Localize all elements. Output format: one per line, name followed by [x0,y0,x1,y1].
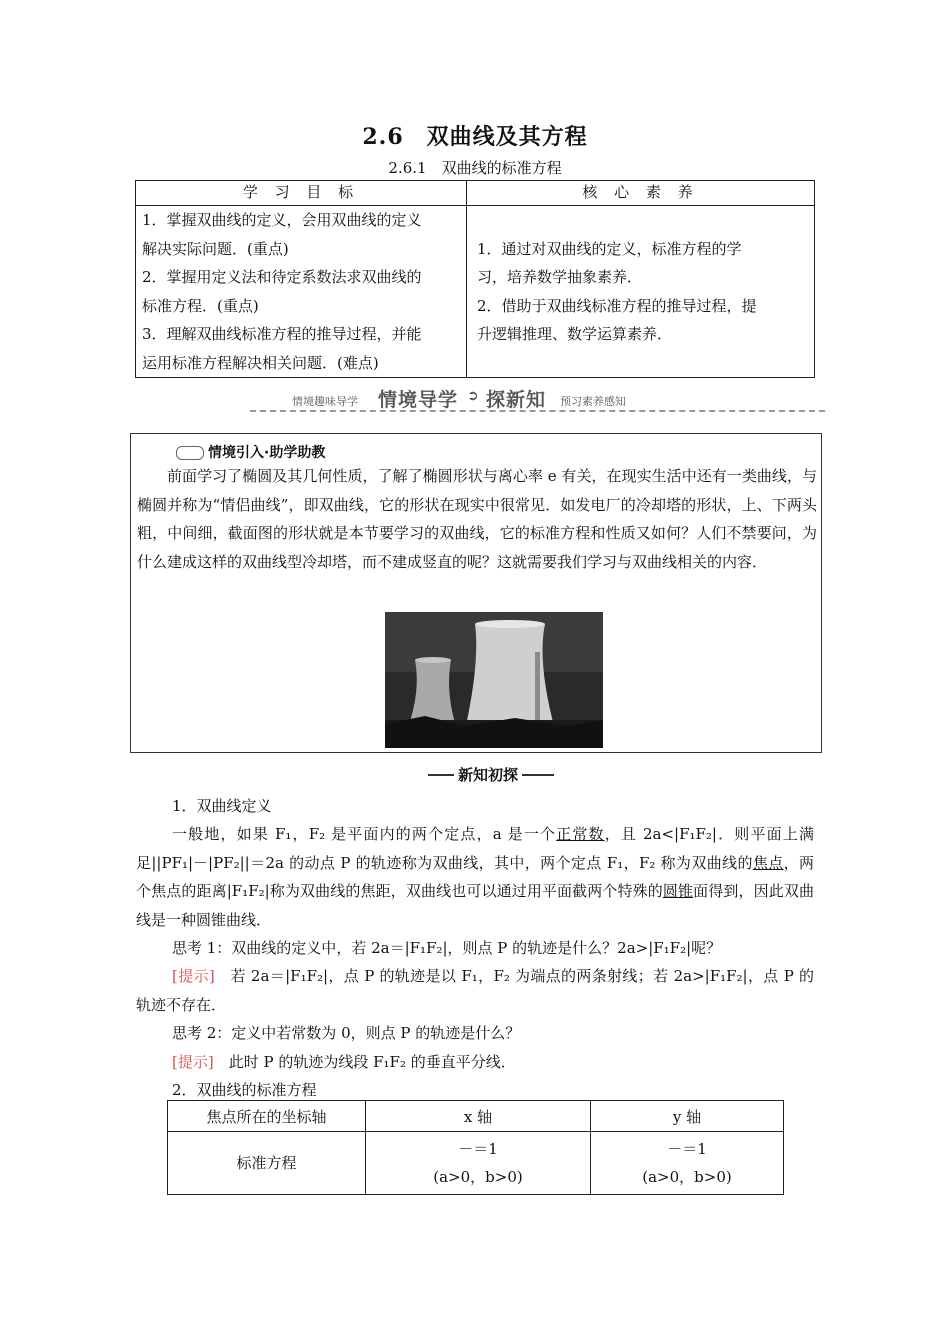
intro-paragraph: 前面学习了椭圆及其几何性质，了解了椭圆形状与离心率 e 有关，在现实生活中还有一类曲线，与椭圆并称为“情侣曲线”，即双曲线，它的形状在现实中很常见．如发电厂的冷却塔的形状，上、下两头粗，中间细，截面图的形状就是本节要学习的双曲线，它的标准方程和性质又如何？人们不禁要问，为什么建成这样的双曲线型冷却塔，而不建成竖直的呢？这就需要我们学习与双曲线相关的内容． [137,467,817,571]
cooling-tower-photo [385,612,603,748]
answer-1-text: 若 2a＝|F₁F₂|，点 P 的轨迹是以 F₁，F₂ 为端点的两条射线；若 2a>|F₁F₂|，点 P 的轨迹不存在． [136,967,814,1014]
goals-right-line: 升逻辑推理、数学运算素养． [477,325,673,343]
page-title: 2.6 双曲线及其方程 [362,124,588,150]
hint-label: [提示] [172,1052,214,1071]
section2-heading: 2．双曲线的标准方程 [172,1081,317,1100]
goals-right-line: 2．借助于双曲线标准方程的推导过程，提 [477,296,757,315]
goals-left-line: 解决实际问题．(重点) [142,239,289,258]
std-eq-y-condition: (a>0，b>0) [642,1168,732,1186]
page-subtitle: 2.6.1 双曲线的标准方程 [388,159,562,177]
def-text-a: 一般地，如果 F₁，F₂ 是平面内的两个定点，a 是一个 [172,825,557,844]
banner-right-small: 预习素养感知 [560,395,626,408]
section-label-text: 新知初探 [454,764,522,785]
std-eq-x-condition: (a>0，b>0) [433,1168,523,1186]
definition-paragraph [136,820,814,934]
hint-label: [提示] [172,967,215,986]
answer-2 [136,1048,814,1076]
def-text-b: ，且 2a<|F₁F₂|．则平面上满足||PF₁|－|PF₂||＝2a 的动点 P 的轨迹称为双曲线，其中，两个定点 F₁，F₂ 称为双曲线的 [136,825,814,872]
section1-heading: 1．双曲线定义 [172,797,272,815]
standard-equation-table [167,1100,784,1195]
goals-header-left: 学 习 目 标 [136,181,467,206]
std-eq-y [591,1132,784,1195]
def-text-c: ，两个焦点的距离|F₁F₂|称为双曲线的焦距，双曲线也可以通过用平面截两个特殊的 [136,853,814,901]
def-text-d: 面得到，因此双曲线是一种圆锥曲线． [136,882,814,929]
std-header-x: x 轴 [366,1101,591,1132]
goals-left-line: 3．理解双曲线标准方程的推导过程，并能 [142,325,422,343]
goals-left-line: 2．掌握用定义法和待定系数法求双曲线的 [142,268,422,286]
goals-left-line: 运用标准方程解决相关问题．(难点) [142,353,379,372]
std-header-y: y 轴 [591,1101,784,1132]
intro-heading [176,442,325,462]
goals-left-line: 标准方程．(重点) [142,296,259,315]
answer-2-text: 此时 P 的轨迹为线段 F₁F₂ 的垂直平分线． [213,1052,516,1071]
goals-header-right: 核 心 素 养 [467,181,815,206]
std-row-label: 标准方程 [168,1132,366,1195]
section-banner [250,385,780,411]
std-eq-y-formula: －＝1 [667,1140,707,1158]
question-1: 思考 1：双曲线的定义中，若 2a＝|F₁F₂|，则点 P 的轨迹是什么？2a>|F₁F₂|呢？ [172,939,722,958]
std-eq-x-formula: －＝1 [458,1140,498,1158]
def-underline-constant: 正常数 [556,825,605,844]
section-label [428,764,554,786]
intro-heading-text: 情境引入·助学助教 [208,445,326,461]
banner-divider [250,410,825,412]
goals-left-cell [136,206,467,378]
std-eq-x [366,1132,591,1195]
goals-right-line: 1．通过对双曲线的定义，标准方程的学 [477,239,742,258]
banner-arrow-icon: ➲ [467,388,480,404]
goals-table [135,180,815,378]
goals-right-line: 习，培养数学抽象素养． [477,268,643,286]
cooling-tower-image [385,612,603,748]
banner-arrow-big: 探新知 [486,389,547,411]
banner-left-small: 情境趣味导学 [292,395,358,408]
goals-left-line: 1．掌握双曲线的定义，会用双曲线的定义 [142,211,422,229]
def-underline-cone: 圆锥 [662,882,694,901]
std-header-axis: 焦点所在的坐标轴 [168,1101,366,1132]
definition-section [136,792,814,1104]
banner-big: 情境导学 [378,389,459,411]
def-underline-focus: 焦点 [752,853,784,872]
intro-icon [176,446,204,460]
goals-right-cell [467,206,815,378]
answer-1 [136,962,814,1019]
question-2: 思考 2：定义中若常数为 0，则点 P 的轨迹是什么？ [172,1024,521,1043]
